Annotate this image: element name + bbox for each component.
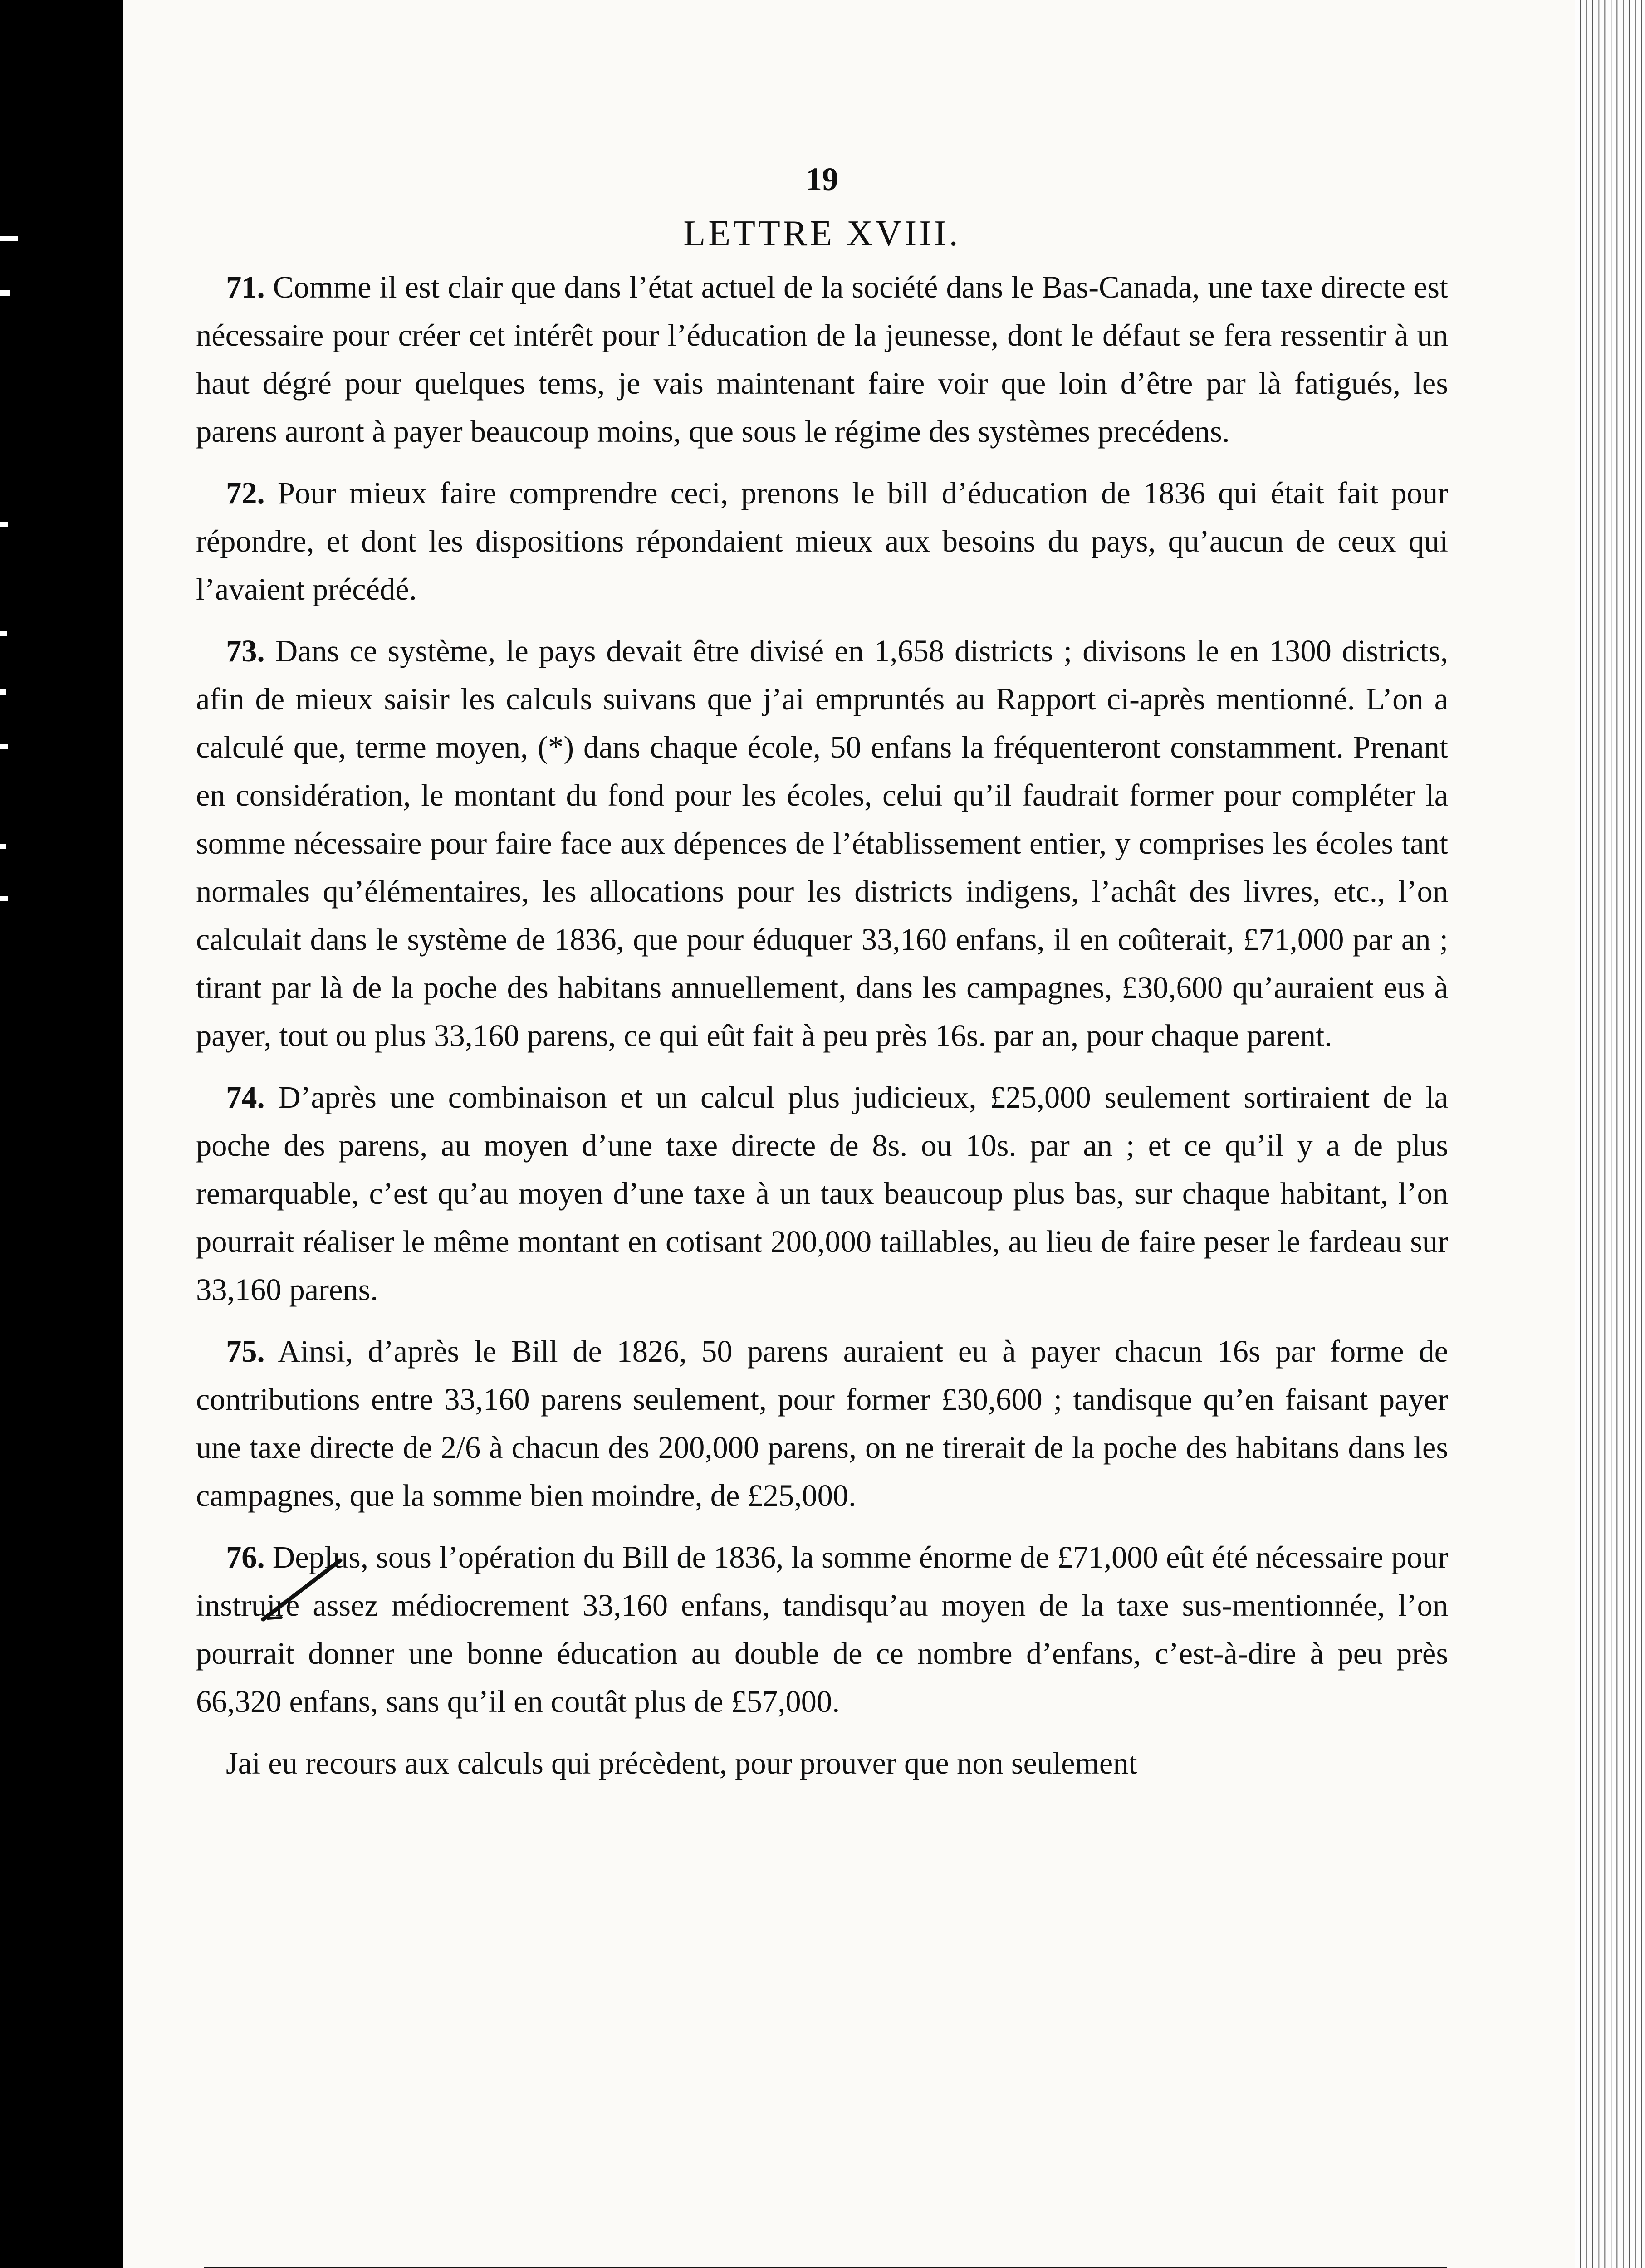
right-page-edge [1575,0,1645,2268]
paragraph-number: 75. [226,1334,265,1369]
handwritten-pen-mark [254,1551,354,1624]
paragraph-73 [196,627,1448,1060]
paragraph-text: Pour mieux faire comprendre ceci, prenons le bill d’éducation de 1836 qui était fait pour répondre, et dont les dispositions répondaient mieux aux besoins du pays, qu’aucun de ceux qui l’avaient précédé. [196,476,1449,606]
paragraph-number: 76. [226,1540,265,1574]
paragraph-76 [196,1533,1448,1725]
page-number: 19 [806,161,838,197]
paragraph-74 [196,1073,1448,1314]
paragraph-text: Deplus, sous l’opération du Bill de 1836, la somme énorme de £71,000 eût été nécessaire pour instruire assez médiocrement 33,160 enfans, tandisqu’au moyen de la taxe sus-mentionnée, l’on pourrait donner une bonne éducation au double de ce nombre d’enfans, c’est-à-dire à peu près 66,320 enfans, sans qu’il en coutât plus de £57,000. [196,1540,1449,1719]
paragraph-number: 74. [226,1080,265,1114]
paragraph-text: Comme il est clair que dans l’état actuel de la société dans le Bas-Canada, une taxe directe est nécessaire pour créer cet intérêt pour l’éducation de la jeunesse, dont le défaut se fera ressentir à un haut dégré pour quelques tems, je vais maintenant faire voir que loin d’être par là fatigués, les parens auront à payer beaucoup moins, que sous le régime des systèmes precédens. [196,270,1449,449]
margin-mark [0,896,8,901]
paragraph-text: Ainsi, d’après le Bill de 1826, 50 parens auraient eu à payer chacun 16s par forme de contributions entre 33,160 parens seulement, pour former £30,600 ; tandisque qu’en faisant payer une taxe directe de 2/6 à chacun des 200,000 parens, on ne tirerait de la poche des habitans dans les campagnes, que la somme bien moindre, de £25,000. [196,1334,1448,1513]
paragraph-71 [196,263,1448,455]
paragraph-text: Jai eu recours aux calculs qui précèdent, pour prouver que non seulement [226,1746,1137,1780]
margin-mark [0,522,8,527]
paragraph-75 [196,1327,1448,1520]
paragraph-number: 71. [226,270,265,304]
paragraph-text: D’après une combinaison et un calcul plus judicieux, £25,000 seulement sortiraient de la poche des parens, au moyen d’une taxe directe de 8s. ou 10s. par an ; et ce qu’il y a de plus remarquable, c’est qu’au moyen d’une taxe à un taux beaucoup plus bas, sur chaque habitant, l’on pourrait réaliser le même montant en cotisant 200,000 taillables, au lieu de faire peser le fardeau sur 33,160 parens. [196,1080,1448,1307]
paragraph-text: Dans ce système, le pays devait être divisé en 1,658 districts ; divisons le en 1300 districts, afin de mieux saisir les calculs suivans que j’ai empruntés au Rapport ci-après mentionné. L’on a calculé que, terme moyen, (*) dans chaque école, 50 enfans la fréquenteront constamment. Prenant en considération, le montant du fond pour les écoles, celui qu’il faudrait former pour compléter la somme nécessaire pour faire face aux dépences de l’établissement entier, y comprises les écoles tant normales qu’élémentaires, les allocations pour les districts indigens, l’achât des livres, etc., l’on calculait dans le système de 1836, que pour éduquer 33,160 enfans, il en coûterait, £71,000 par an ; tirant par là de la poche des habitans annuellement, dans les campagnes, £30,600 qu’auraient eus à payer, tout ou plus 33,160 parens, ce qui eût fait à peu près 16s. par an, pour chaque parent. [196,634,1449,1053]
paragraph-continuation [196,1739,1448,1787]
paragraph-72 [196,469,1448,613]
margin-mark [0,689,6,695]
paragraph-number: 73. [226,634,265,668]
letter-title: LETTRE XVIII. [683,214,961,254]
left-margin-scan-edge [0,0,123,2268]
page-body [196,154,1448,1801]
margin-mark [0,844,6,849]
paragraph-number: 72. [226,476,265,510]
margin-mark [0,631,7,636]
margin-mark [0,290,10,296]
margin-mark [0,236,18,241]
margin-mark [0,744,8,749]
